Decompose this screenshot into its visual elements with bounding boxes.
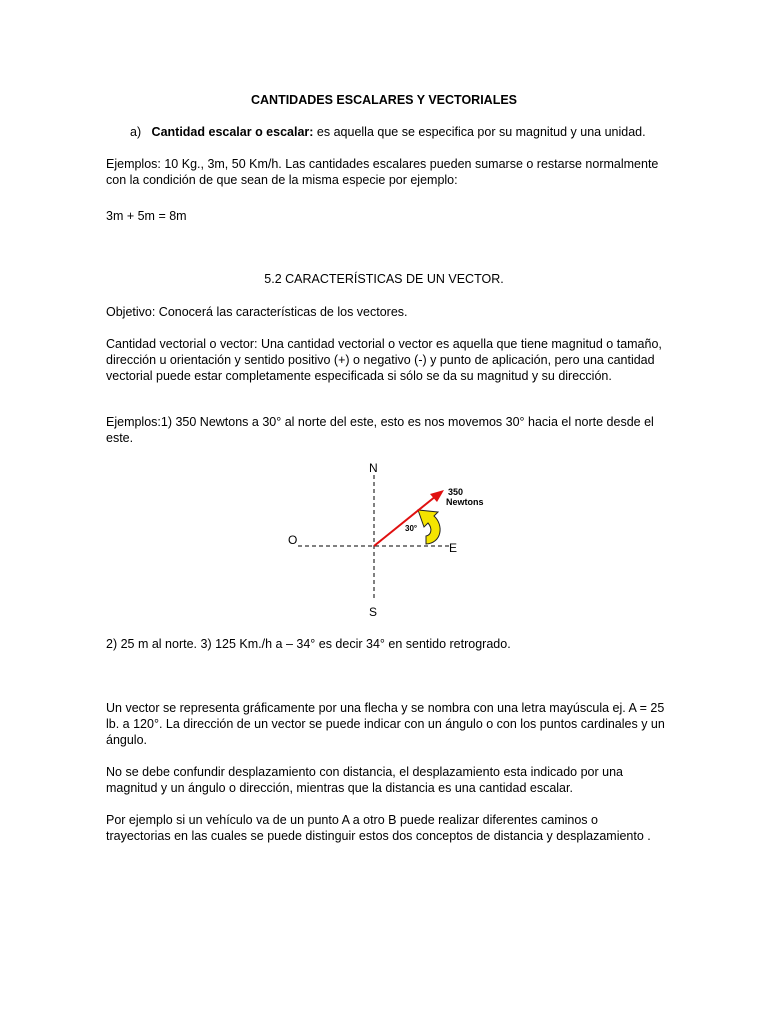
north-label: N	[369, 461, 378, 475]
scalar-term-definition: es aquella que se especifica por su magnitud y una unidad.	[313, 125, 646, 139]
vector-diagram	[280, 455, 510, 625]
scalar-term: Cantidad escalar o escalar:	[151, 125, 314, 139]
vector-definition: Cantidad vectorial o vector: Una cantidad vectorial o vector es aquella que tiene magnitud o tamaño, dirección u orientación y sentido positivo (+) o negativo (-) y punto de aplicación, pero una cantidad vectorial puede estar completamente especificada si sólo se da su magnitud y su dirección.	[106, 337, 662, 383]
magnitude-label-line2: Newtons	[446, 497, 484, 507]
angle-arc-arrow-icon	[418, 510, 440, 544]
angle-label: 30°	[405, 524, 418, 533]
graphic-representation: Un vector se representa gráficamente por una flecha y se nombra con una letra mayúscula ej. A = 25 lb. a 120°. La dirección de un vector se puede indicar con un ángulo o con los puntos cardinales y un ángulo.	[106, 701, 665, 747]
scalar-equation: 3m + 5m = 8m	[106, 209, 187, 223]
vector-examples: Ejemplos:1) 350 Newtons a 30° al norte del este, esto es nos movemos 30° hacia el norte desde el este.	[106, 415, 654, 445]
displacement-note: No se debe confundir desplazamiento con distancia, el desplazamiento esta indicado por una magnitud y un ángulo o dirección, mientras que la distancia es una cantidad escalar.	[106, 765, 623, 795]
objective-text: Objetivo: Conocerá las características de los vectores.	[106, 305, 408, 319]
east-label: E	[449, 541, 458, 555]
south-label: S	[369, 605, 378, 619]
more-examples: 2) 25 m al norte. 3) 125 Km./h a – 34° es decir 34° en sentido retrogrado.	[106, 637, 511, 651]
scalar-definition	[130, 124, 690, 140]
scalar-examples: Ejemplos: 10 Kg., 3m, 50 Km/h. Las cantidades escalares pueden sumarse o restarse normalmente con la condición de que sean de la misma especie por ejemplo:	[106, 157, 659, 187]
list-marker: a)	[130, 125, 142, 139]
document-title: CANTIDADES ESCALARES Y VECTORIALES	[250, 93, 517, 107]
section-heading: 5.2 CARACTERÍSTICAS DE UN VECTOR.	[264, 272, 504, 286]
magnitude-label-line1: 350	[448, 487, 464, 497]
west-label: O	[288, 533, 298, 547]
vehicle-example: Por ejemplo si un vehículo va de un punto A a otro B puede realizar diferentes caminos o trayectorias en las cuales se puede distinguir estos dos conceptos de distancia y desplazamiento .	[106, 813, 651, 843]
